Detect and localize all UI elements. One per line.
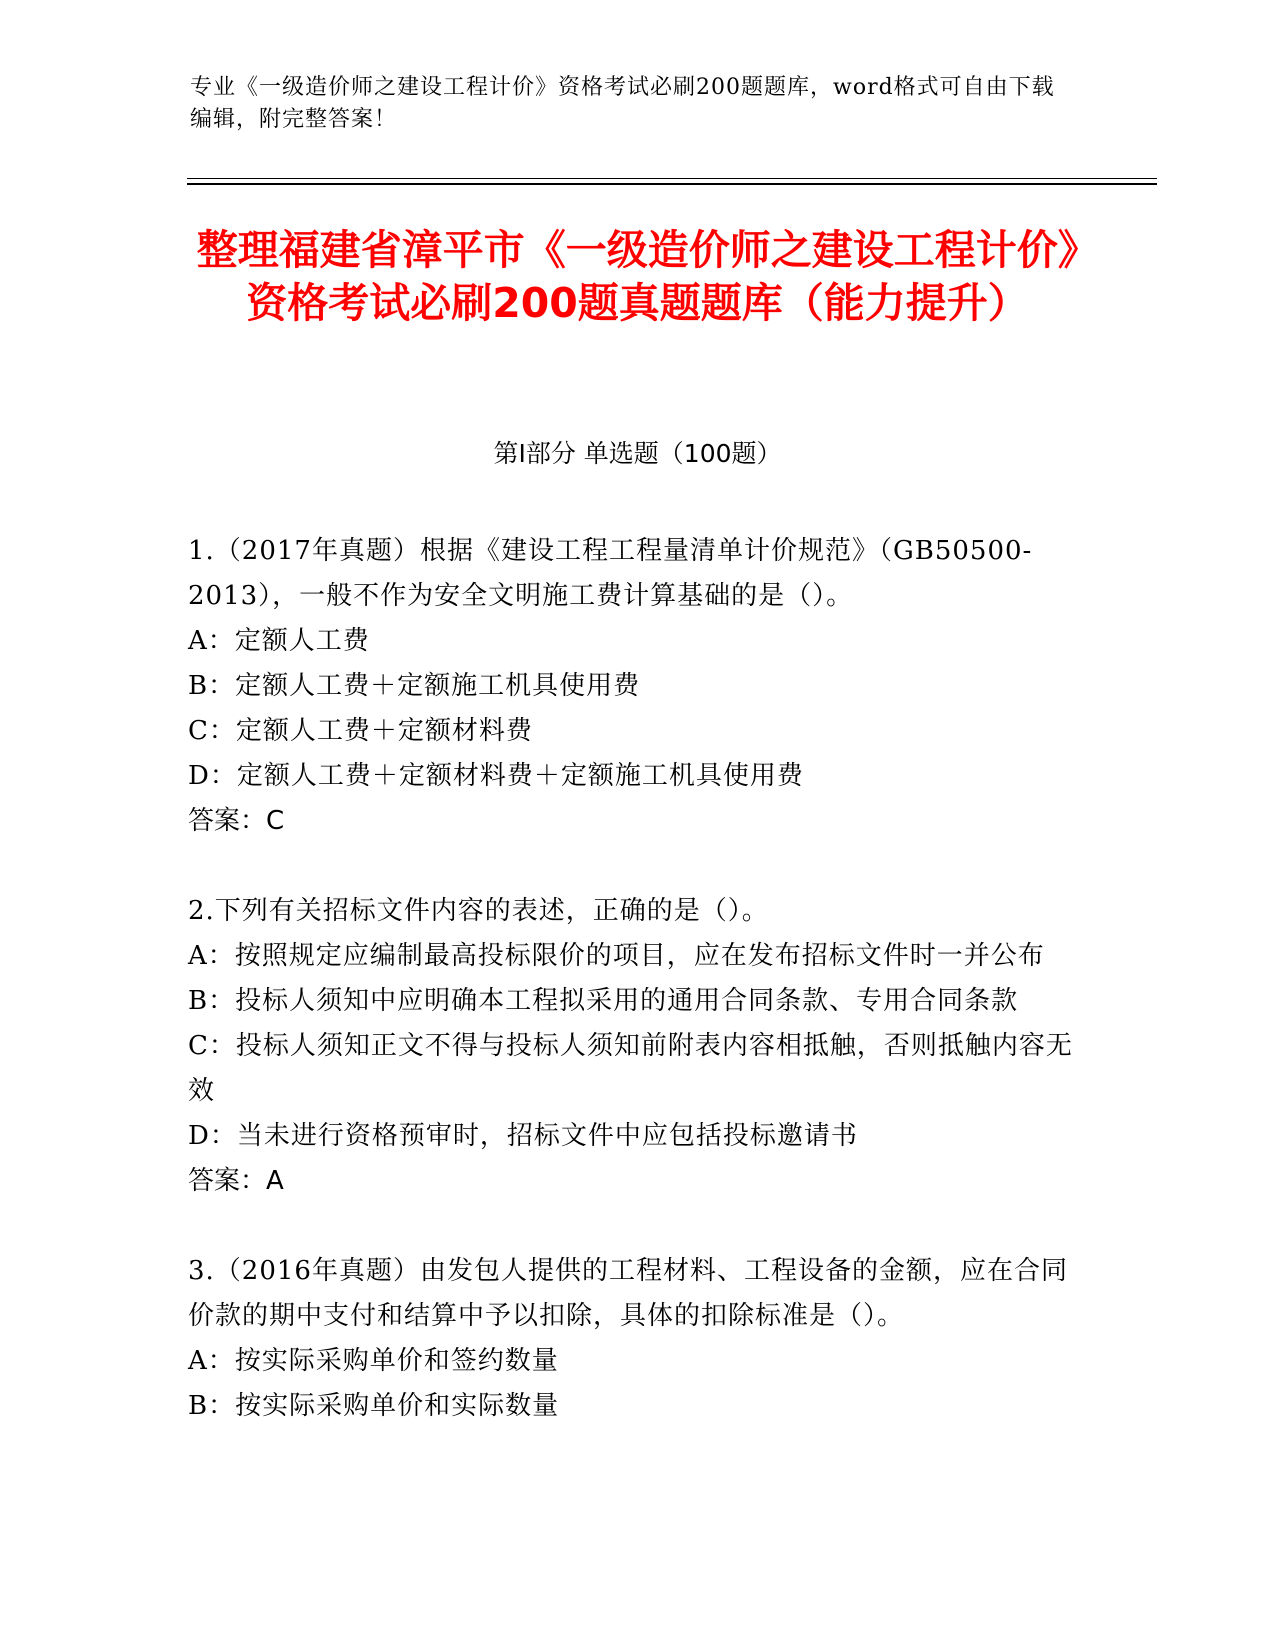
option-d: D：定额人工费＋定额材料费＋定额施工机具使用费	[188, 761, 804, 791]
document-title: 整理福建省漳平市《一级造价师之建设工程计价》资格考试必刷200题真题题库（能力提升）	[196, 226, 1079, 327]
question-stem: 2.下列有关招标文件内容的表述，正确的是（）。	[188, 896, 769, 926]
option-d: D：当未进行资格预审时，招标文件中应包括投标邀请书	[188, 1121, 858, 1151]
option-a: A：定额人工费	[188, 626, 370, 656]
option-b: B：投标人须知中应明确本工程拟采用的通用合同条款、专用合同条款	[188, 986, 1019, 1016]
option-a: A：按实际采购单价和签约数量	[188, 1346, 559, 1376]
option-c: C：投标人须知正文不得与投标人须知前附表内容相抵触，否则抵触内容无效	[188, 1031, 1073, 1106]
header-note: 专业《一级造价师之建设工程计价》资格考试必刷200题题库，word格式可自由下载编辑，附完整答案！	[190, 75, 1055, 132]
option-b: B：定额人工费＋定额施工机具使用费	[188, 671, 641, 701]
option-c: C：定额人工费＋定额材料费	[188, 716, 533, 746]
option-a: A：按照规定应编制最高投标限价的项目，应在发布招标文件时一并公布	[188, 941, 1045, 971]
section-title: 第I部分 单选题（100题）	[493, 439, 782, 468]
question-stem: 3.（2016年真题）由发包人提供的工程材料、工程设备的金额，应在合同价款的期中支付和结算中予以扣除，具体的扣除标准是（）。	[188, 1256, 1068, 1331]
question-list	[188, 529, 1078, 1474]
header-divider-thin	[187, 178, 1157, 179]
question-stem: 1.（2017年真题）根据《建设工程工程量清单计价规范》（GB50500-2013），一般不作为安全文明施工费计算基础的是（）。	[188, 536, 1033, 611]
header-divider-thick	[187, 183, 1157, 185]
question-3	[188, 1249, 1078, 1429]
question-1	[188, 529, 1078, 844]
question-2	[188, 889, 1078, 1204]
answer-label: 答案：C	[188, 806, 285, 836]
option-b: B：按实际采购单价和实际数量	[188, 1391, 560, 1421]
answer-label: 答案：A	[188, 1166, 284, 1196]
